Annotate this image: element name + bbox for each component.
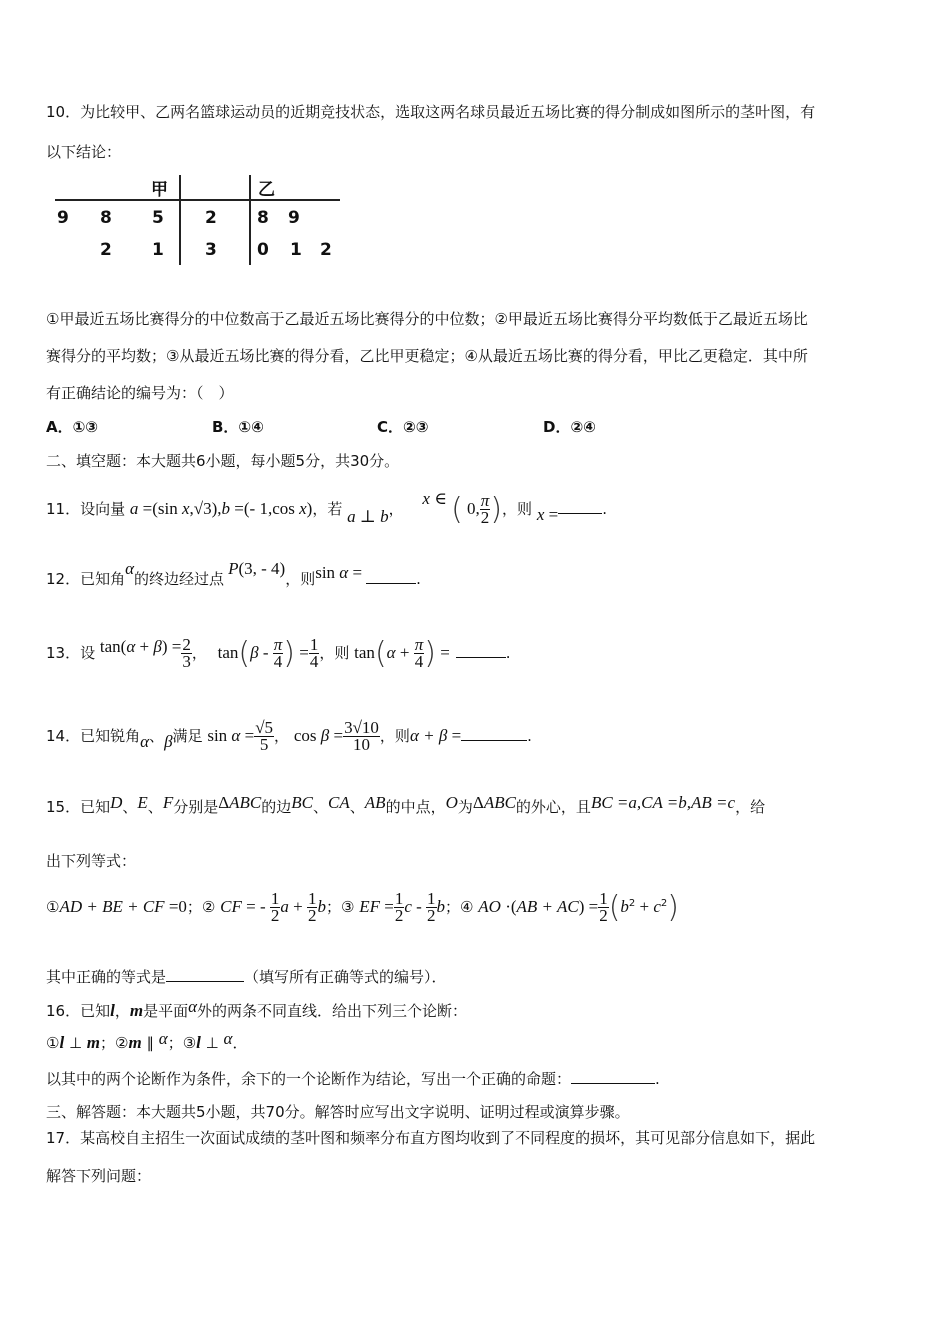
- q14-number: 14．: [46, 727, 81, 745]
- q13: 13．设 tan(α + β) = $\frac{2}{3}$ ， tan(β - $\frac{\pi}{4}$ ) = $\frac{1}{4}$ ，则 tan(α + $\frac{\pi}{4}$ ) = .: [46, 635, 511, 671]
- point-p-formula: P(3, - 4): [228, 559, 286, 578]
- q14: 14．已知锐角α、β满足 sin α = $\frac{√5}{5}$ ， cos β = $\frac{3√10}{10}$ ，则α + β = .: [46, 718, 532, 754]
- q15-text: 的中点，: [385, 798, 446, 816]
- equality-1: AD + BE + CF: [59, 897, 165, 916]
- equality-3: EF: [359, 897, 380, 916]
- q13-text: 设: [80, 644, 96, 662]
- header-jia: 甲: [151, 180, 168, 200]
- option-d[interactable]: D．②④: [543, 418, 596, 436]
- q12-text: 已知角: [80, 570, 126, 588]
- sum-formula: α + β: [409, 726, 448, 745]
- sin-alpha-formula: sin α =: [315, 563, 363, 582]
- q16-text: 外的两条不同直线．给出下列三个论断：: [197, 1002, 468, 1020]
- q11-vector-formula: a: [129, 499, 139, 518]
- section-solutions-heading: 三、解答题：本大题共5小题，共70分。解答时应写出文字说明、证明过程或演算步骤。: [46, 1103, 630, 1121]
- q11-text: 设向量: [80, 500, 126, 518]
- q15-text: 其中正确的等式是: [46, 968, 167, 986]
- q10-conclusions-line1: ①甲最近五场比赛得分的中位数高于乙最近五场比赛得分的中位数；②甲最近五场比赛得分平均数低于乙最近五场比: [46, 310, 808, 328]
- header-yi: 乙: [258, 180, 275, 200]
- alpha-symbol: α: [125, 559, 135, 578]
- q15-text: 分别是: [173, 798, 219, 816]
- q11-text: ，若: [312, 500, 343, 518]
- equality-2: CF: [220, 897, 242, 916]
- q15-line1: 15．已知D、E、F分别是ΔABC的边BC、CA、AB的中点，O为ΔABC的外心，且BC =a,CA =b,AB =c，给: [46, 793, 766, 816]
- leaf-right: 1: [290, 240, 302, 260]
- leaf-left: 1: [152, 240, 164, 260]
- q10-conclusions-line2: 赛得分的平均数；③从最近五场比赛的得分看，乙比甲更稳定；④从最近五场比赛的得分看，甲比乙更稳定．其中所: [46, 347, 808, 365]
- q15-text: 、: [147, 798, 163, 816]
- q16-line2: 以其中的两个论断作为条件，余下的一个论断作为结论，写出一个正确的命题： .: [46, 1070, 660, 1088]
- q12-answer-blank[interactable]: [366, 583, 416, 584]
- q11-domain-formula: x ∈: [422, 489, 452, 508]
- q14-answer-blank[interactable]: [461, 740, 527, 741]
- option-c[interactable]: C．②③: [377, 418, 429, 436]
- equality-4: AO: [478, 897, 501, 916]
- tan-sum-formula: tan(α + β) =: [99, 637, 182, 656]
- q15-answer-blank[interactable]: [166, 981, 244, 982]
- q14-text: 已知锐角: [80, 727, 141, 745]
- q16-statements: ①l ⊥ m；②m ∥ α；③l ⊥ α．: [46, 1029, 248, 1052]
- leaf-right: 0: [257, 240, 269, 260]
- q13-number: 13．: [46, 644, 81, 662]
- q14-text: 满足: [172, 727, 203, 745]
- q11-text: ，则: [502, 500, 533, 518]
- q11: 11．设向量 a =(sin x,√3),b =(- 1,cos x)，若 a ⊥ b， x ∈ ( 0, $\frac{\pi}{2}$ )，则 x = .: [46, 489, 607, 527]
- leaf-left: 8: [100, 208, 112, 228]
- q16-text: 16．已知: [46, 1002, 111, 1020]
- q15-number: 15．: [46, 798, 81, 816]
- tan-diff-formula: tan: [217, 643, 239, 662]
- q10-text-line2: 以下结论：: [46, 143, 122, 161]
- stem-leaf-plot: [55, 170, 355, 270]
- q15-text: 为: [457, 798, 473, 816]
- q12: 12．已知角α的终边经过点P(3, - 4)，则sin α = .: [46, 559, 421, 588]
- leaf-left: 9: [57, 208, 69, 228]
- q15-line4: [46, 966, 447, 987]
- tan-target-formula: tan: [354, 643, 375, 662]
- q12-number: 12．: [46, 570, 81, 588]
- q17-line1: 17．某高校自主招生一次面试成绩的茎叶图和频率分布直方图均收到了不同程度的损坏，其可见部分信息如下，据此: [46, 1129, 816, 1147]
- line-m: m: [129, 1001, 144, 1020]
- q17-line2: 解答下列问题：: [46, 1167, 152, 1185]
- section-fill-in-heading: 二、填空题：本大题共6小题，每小题5分，共30分。: [46, 452, 400, 470]
- q15-line2: 出下列等式：: [46, 852, 137, 870]
- cos-beta-given: cos β =: [293, 726, 344, 745]
- q14-text: ，则: [379, 727, 410, 745]
- option-a[interactable]: A．①③: [46, 418, 99, 436]
- q11-answer-var: x: [536, 505, 545, 524]
- side-lengths-formula: BC =a,CA =b,AB =c: [590, 793, 736, 812]
- q11-answer-blank[interactable]: [558, 513, 602, 514]
- q11-text: ，: [388, 500, 404, 518]
- q15-text: ，给: [735, 798, 766, 816]
- q10-text-line1: 10．为比较甲、乙两名篮球运动员的近期竞技状态，选取这两名球员最近五场比赛的得分制成如图所示的茎叶图，有: [46, 103, 816, 121]
- q11-number: 11．: [46, 500, 81, 518]
- q15-text: 的边: [261, 798, 292, 816]
- q15-text: 、: [313, 798, 329, 816]
- q10-conclusions-line3: 有正确结论的编号为：（ ）: [46, 384, 234, 402]
- q15-text: 的外心，且: [515, 798, 591, 816]
- q16-text: ，: [114, 1002, 130, 1020]
- q15-text: 已知: [80, 798, 111, 816]
- leaf-right: 2: [320, 240, 332, 260]
- q14-text: ，: [274, 727, 290, 745]
- q13-text: ，: [191, 644, 207, 662]
- q16-line1: 16．已知l，m是平面α外的两条不同直线．给出下列三个论断：: [46, 997, 468, 1020]
- q16-answer-blank[interactable]: [571, 1083, 655, 1084]
- q14-text: 、: [149, 727, 165, 745]
- q15-text: 、: [122, 798, 138, 816]
- q15-equalities: ①AD + BE + CF =0；② CF = - $\frac{1}{2}$ a + $\frac{1}{2}$ b；③ EF = $\frac{1}{2}$ c - $\frac{1}{2}$ b；④ AO ·(AB + AC) = $\frac{1}{2}$ $(b^2 + c^2)$: [46, 889, 680, 925]
- q15-text: ；③: [325, 898, 355, 916]
- q13-text: ，则: [319, 644, 350, 662]
- stem-value: 2: [205, 208, 217, 228]
- q12-text: ，则: [285, 570, 316, 588]
- leaf-right: 8: [257, 208, 269, 228]
- q15-text: 、: [349, 798, 365, 816]
- leaf-right: 9: [288, 208, 300, 228]
- q15-text: （填写所有正确等式的编号）．: [244, 968, 447, 986]
- q15-text: ；②: [186, 898, 216, 916]
- line-l: l: [110, 1001, 115, 1020]
- q12-text: 的终边经过点: [134, 570, 225, 588]
- q13-answer-blank[interactable]: [456, 657, 506, 658]
- q15-text: ①: [46, 898, 60, 916]
- leaf-left: 2: [100, 240, 112, 260]
- q16-text: 是平面: [143, 1002, 189, 1020]
- stem-value: 3: [205, 240, 217, 260]
- sin-alpha-given: sin α =: [207, 726, 255, 745]
- option-b[interactable]: B．①④: [212, 418, 264, 436]
- q16-text: 以其中的两个论断作为条件，余下的一个论断作为结论，写出一个正确的命题：: [46, 1070, 572, 1088]
- q15-text: ；④: [445, 898, 474, 916]
- leaf-left: 5: [152, 208, 164, 228]
- q11-perp-formula: a ⊥ b: [347, 507, 389, 526]
